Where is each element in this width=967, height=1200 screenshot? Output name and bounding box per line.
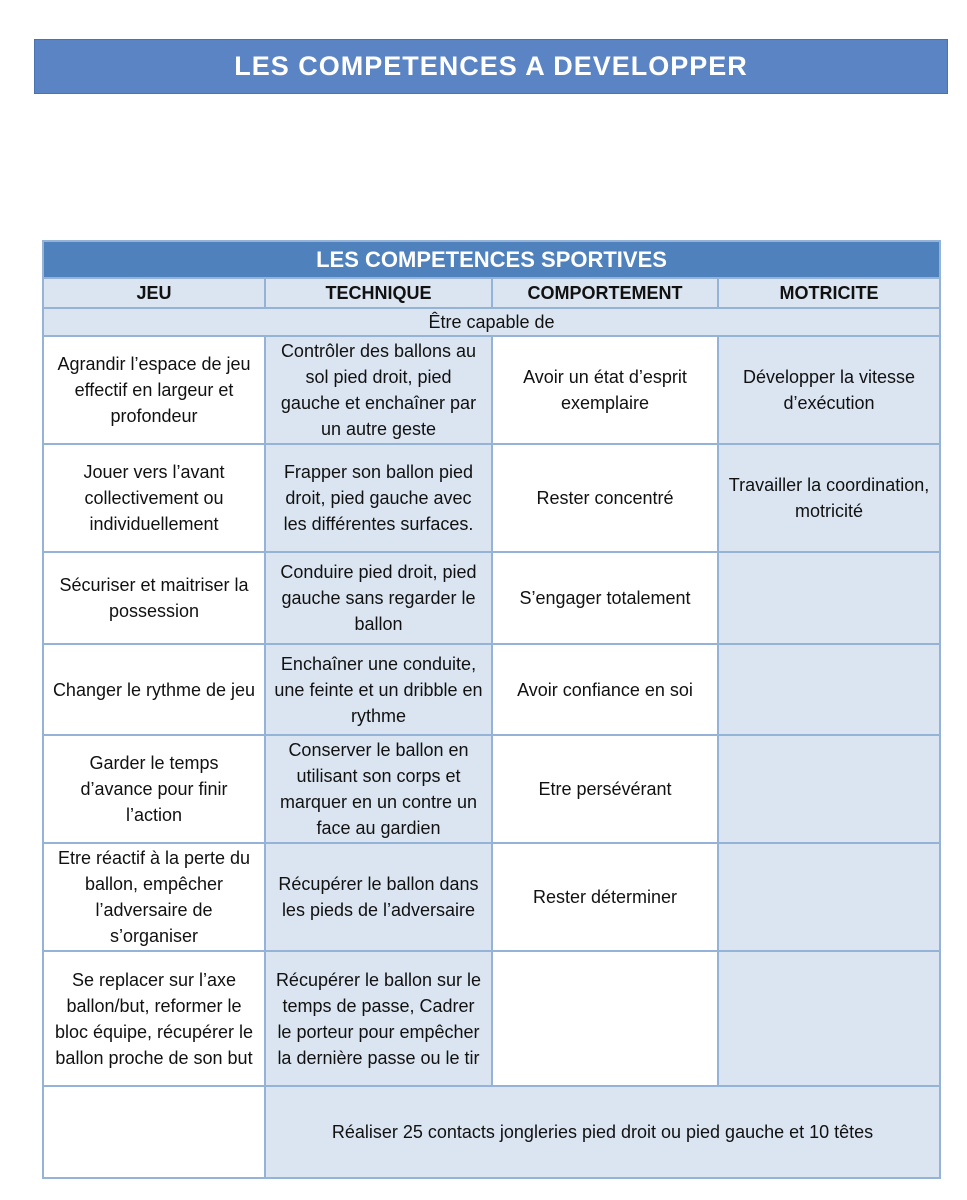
cell-comportement [492, 951, 718, 1086]
header-comportement: COMPORTEMENT [492, 278, 718, 308]
cell-jeu: Jouer vers l’avant collectivement ou individuellement [43, 444, 265, 552]
cell-technique: Conduire pied droit, pied gauche sans regarder le ballon [265, 552, 492, 644]
table-row [43, 951, 940, 1086]
table-row [43, 735, 940, 843]
header-technique: TECHNIQUE [265, 278, 492, 308]
header-row [43, 278, 940, 308]
cell-footer-empty [43, 1086, 265, 1178]
banner-title: LES COMPETENCES A DEVELOPPER [234, 51, 748, 81]
header-jeu: JEU [43, 278, 265, 308]
cell-technique: Conserver le ballon en utilisant son corps et marquer en un contre un face au gardien [265, 735, 492, 843]
skills-table [42, 240, 941, 1179]
cell-jeu: Changer le rythme de jeu [43, 644, 265, 735]
cell-comportement: S’engager totalement [492, 552, 718, 644]
cell-motricite: Développer la vitesse d’exécution [718, 336, 940, 444]
table-row-footer [43, 1086, 940, 1178]
cell-jeu: Se replacer sur l’axe ballon/but, reformer le bloc équipe, récupérer le ballon proche de son but [43, 951, 265, 1086]
table-row [43, 444, 940, 552]
cell-motricite [718, 552, 940, 644]
cell-technique: Récupérer le ballon sur le temps de passe, Cadrer le porteur pour empêcher la dernière passe ou le tir [265, 951, 492, 1086]
cell-technique: Enchaîner une conduite, une feinte et un dribble en rythme [265, 644, 492, 735]
cell-jeu: Agrandir l’espace de jeu effectif en largeur et profondeur [43, 336, 265, 444]
table-title: LES COMPETENCES SPORTIVES [43, 241, 940, 278]
page-banner [34, 39, 948, 94]
cell-jeu: Etre réactif à la perte du ballon, empêcher l’adversaire de s’organiser [43, 843, 265, 951]
cell-technique: Contrôler des ballons au sol pied droit, pied gauche et enchaîner par un autre geste [265, 336, 492, 444]
cell-comportement: Rester concentré [492, 444, 718, 552]
cell-motricite [718, 735, 940, 843]
cell-motricite [718, 644, 940, 735]
cell-footer-juggling: Réaliser 25 contacts jongleries pied droit ou pied gauche et 10 têtes [265, 1086, 940, 1178]
cell-motricite [718, 843, 940, 951]
table-row [43, 336, 940, 444]
cell-jeu: Garder le temps d’avance pour finir l’action [43, 735, 265, 843]
table-row [43, 644, 940, 735]
cell-technique: Frapper son ballon pied droit, pied gauche avec les différentes surfaces. [265, 444, 492, 552]
table-row [43, 552, 940, 644]
subheader-cell: Être capable de [43, 308, 940, 336]
cell-comportement: Avoir confiance en soi [492, 644, 718, 735]
cell-motricite: Travailler la coordination, motricité [718, 444, 940, 552]
header-motricite: MOTRICITE [718, 278, 940, 308]
cell-motricite [718, 951, 940, 1086]
cell-technique: Récupérer le ballon dans les pieds de l’adversaire [265, 843, 492, 951]
cell-comportement: Rester déterminer [492, 843, 718, 951]
table-title-row [43, 241, 940, 278]
subheader-row [43, 308, 940, 336]
cell-jeu: Sécuriser et maitriser la possession [43, 552, 265, 644]
cell-comportement: Avoir un état d’esprit exemplaire [492, 336, 718, 444]
table-row [43, 843, 940, 951]
cell-comportement: Etre persévérant [492, 735, 718, 843]
